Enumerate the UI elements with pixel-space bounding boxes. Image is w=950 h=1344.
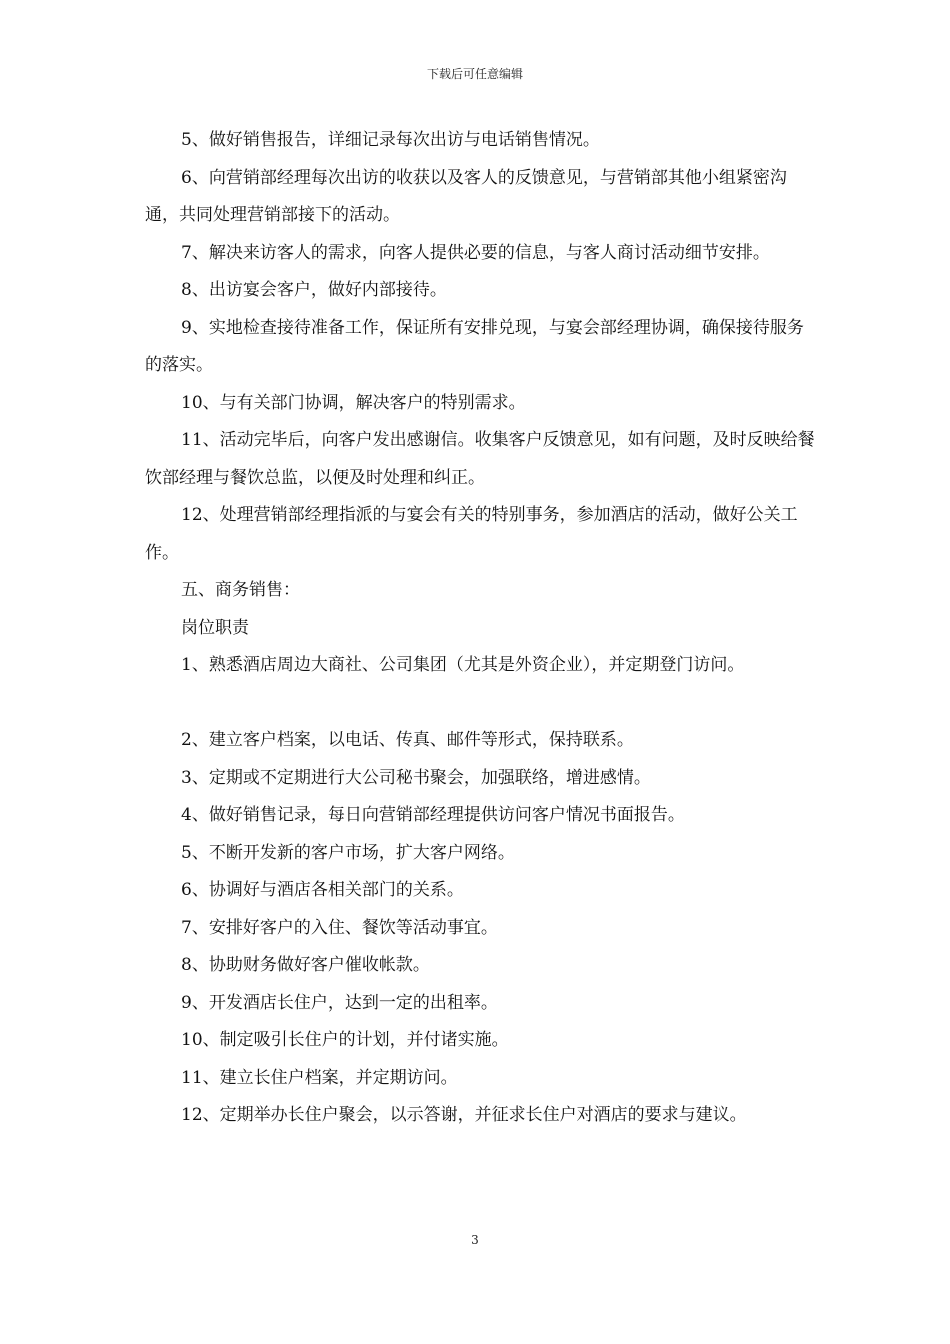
paragraph-duty-5: 5、做好销售报告，详细记录每次出访与电话销售情况。 <box>181 130 600 150</box>
section-heading-business-sales: 五、商务销售： <box>181 580 300 600</box>
paragraph-business-3: 3、定期或不定期进行大公司秘书聚会，加强联络，增进感情。 <box>181 767 651 788</box>
paragraph-business-1: 1、熟悉酒店周边大商社、公司集团（尤其是外资企业），并定期登门访问。 <box>181 655 745 675</box>
paragraph-business-7: 7、安排好客户的入住、餐饮等活动事宜。 <box>181 917 498 938</box>
paragraph-duty-6: 6、向营销部经理每次出访的收获以及客人的反馈意见，与营销部其他小组紧密沟通，共同处理营销部接下的活动。 <box>145 167 787 225</box>
paragraph-business-11: 11、建立长住户档案，并定期访问。 <box>181 1067 458 1088</box>
paragraph-duty-10: 10、与有关部门协调，解决客户的特别需求。 <box>181 392 526 413</box>
paragraph-business-12: 12、定期举办长住户聚会，以示答谢，并征求长住户对酒店的要求与建议。 <box>181 1105 747 1125</box>
paragraph-business-2: 2、建立客户档案，以电话、传真、邮件等形式，保持联系。 <box>181 730 634 750</box>
paragraph-business-5: 5、不断开发新的客户市场，扩大客户网络。 <box>181 842 515 863</box>
paragraph-duty-12: 12、处理营销部经理指派的与宴会有关的特别事务，参加酒店的活动，做好公关工作。 <box>145 505 798 563</box>
paragraph-duty-9: 9、实地检查接待准备工作，保证所有安排兑现，与宴会部经理协调，确保接待服务的落实。 <box>145 317 804 375</box>
paragraph-business-10: 10、制定吸引长住户的计划，并付诸实施。 <box>181 1030 509 1050</box>
paragraph-duty-7: 7、解决来访客人的需求，向客人提供必要的信息，与客人商讨活动细节安排。 <box>181 242 770 263</box>
subheading-job-duties: 岗位职责 <box>181 617 249 638</box>
page-header-note: 下载后可任意编辑 <box>426 67 523 81</box>
paragraph-duty-11: 11、活动完毕后，向客户发出感谢信。收集客户反馈意见，如有问题，及时反映给餐饮部经理与餐饮总监，以便及时处理和纠正。 <box>145 430 815 488</box>
page-number: 3 <box>471 1233 479 1247</box>
paragraph-business-9: 9、开发酒店长住户，达到一定的出租率。 <box>181 992 498 1013</box>
paragraph-business-6: 6、协调好与酒店各相关部门的关系。 <box>181 880 464 900</box>
paragraph-duty-8: 8、出访宴会客户，做好内部接待。 <box>181 280 447 300</box>
paragraph-business-8: 8、协助财务做好客户催收帐款。 <box>181 955 430 975</box>
document-body <box>145 122 817 1135</box>
paragraph-business-4: 4、做好销售记录，每日向营销部经理提供访问客户情况书面报告。 <box>181 805 685 825</box>
